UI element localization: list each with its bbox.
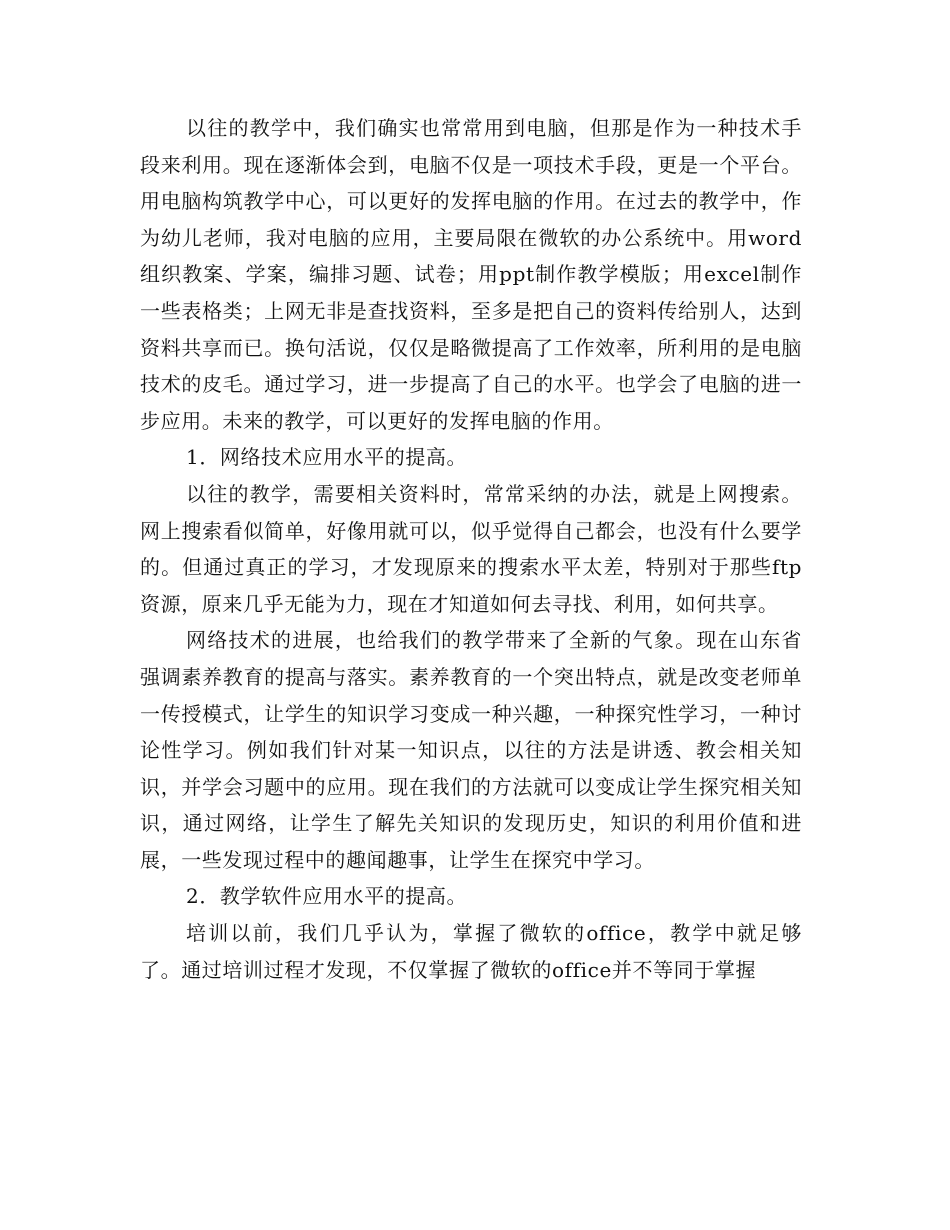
heading-network-skills: 1．网络技术应用水平的提高。 xyxy=(186,445,468,470)
heading-software-skills: 2．教学软件应用水平的提高。 xyxy=(186,884,468,909)
paragraph-network-progress: 网络技术的进展，也给我们的教学带来了全新的气象。现在山东省强调素养教育的提高与落实。素养教育的一个突出特点，就是改变老师单一传授模式，让学生的知识学习变成一种兴趣，一种探究性学习，一种讨论性学习。例如我们针对某一知识点，以往的方法是讲透、教会相关知识，并学会习题中的应用。现在我们的方法就可以变成让学生探究相关知识，通过网络，让学生了解先关知识的发现历史，知识的利用价值和进展，一些发现过程中的趣闻趣事，让学生在探究中学习。 xyxy=(140,628,802,872)
paragraph-network-search: 以往的教学，需要相关资料时，常常采纳的办法，就是上网搜索。网上搜索看似简单，好像用就可以，似乎觉得自己都会，也没有什么要学的。但通过真正的学习，才发现原来的搜索水平太差，特别对于那些ftp资源，原来几乎无能为力，现在才知道如何去寻找、利用，如何共享。 xyxy=(140,481,802,616)
document-body xyxy=(140,110,802,988)
paragraph-intro: 以往的教学中，我们确实也常常用到电脑，但那是作为一种技术手段来利用。现在逐渐体会到，电脑不仅是一项技术手段，更是一个平台。用电脑构筑教学中心，可以更好的发挥电脑的作用。在过去的教学中，作为幼儿老师，我对电脑的应用，主要局限在微软的办公系统中。用word组织教案、学案，编排习题、试卷；用ppt制作教学模版；用excel制作一些表格类；上网无非是查找资料，至多是把自己的资料传给别人，达到资料共享而已。换句活说，仅仅是略微提高了工作效率，所利用的是电脑技术的皮毛。通过学习，进一步提高了自己的水平。也学会了电脑的进一步应用。未来的教学，可以更好的发挥电脑的作用。 xyxy=(140,116,802,433)
paragraph-software-office: 培训以前，我们几乎认为，掌握了微软的office，教学中就足够了。通过培训过程才发现，不仅掌握了微软的office并不等同于掌握 xyxy=(140,921,802,982)
